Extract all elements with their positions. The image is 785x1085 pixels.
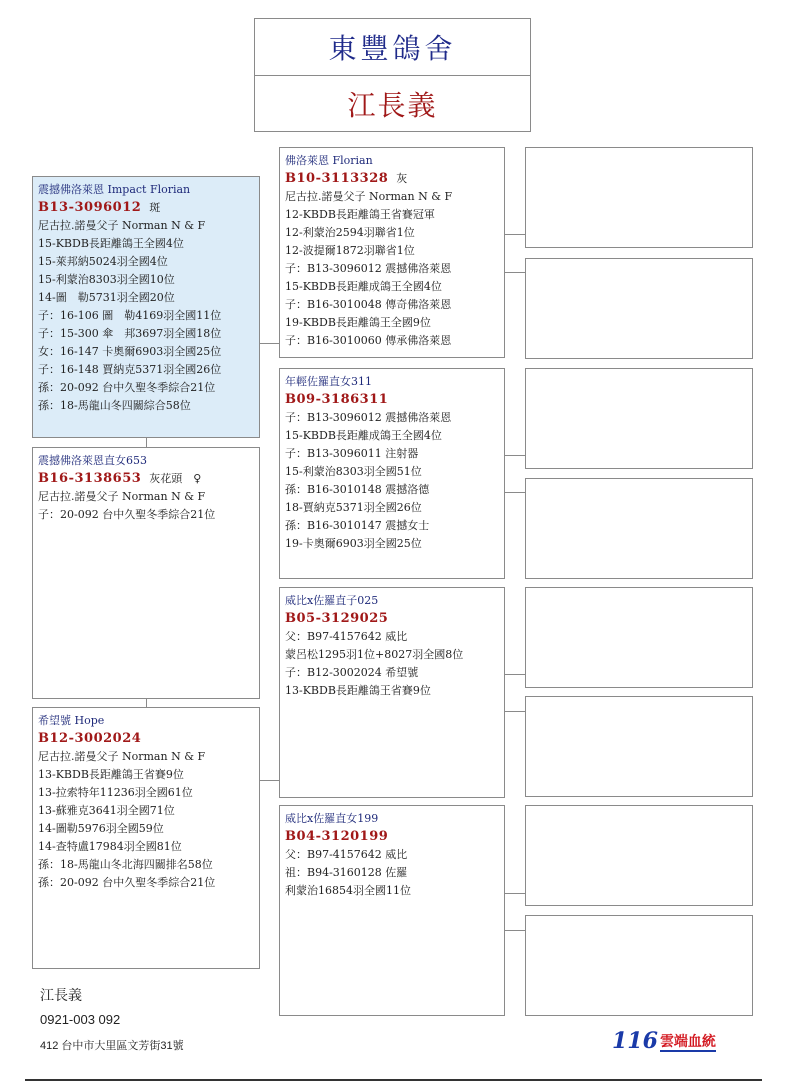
grandparent-card-8 (525, 915, 753, 1016)
pedigree-line: 父：B97-4157642 威比 (285, 848, 408, 861)
connector-line (505, 492, 525, 493)
pedigree-line: 19-KBDB長距離鴿王全國9位 (285, 316, 431, 329)
connector-line (505, 674, 525, 675)
sibling-bird-2 (33, 708, 259, 892)
ring-number: B16-3138653 (38, 471, 142, 486)
pedigree-line: 子：B16-3010048 傳奇佛洛萊恩 (285, 298, 452, 311)
pedigree-line: 女：16-147 卡奧爾6903羽全國25位 (38, 345, 222, 358)
owner-address: 412 台中市大里區文芳街31號 (40, 1040, 184, 1052)
ring-row (38, 470, 254, 488)
pedigree-line: 18-賈納克5371羽全國26位 (285, 501, 422, 514)
owner-name-cell (255, 76, 530, 132)
owner-info (40, 985, 184, 1055)
grandparent-card-3 (525, 368, 753, 469)
ring-number: B10-3113328 (285, 171, 389, 186)
bird-name: 年輕佐羅直女311 (285, 375, 372, 388)
pedigree-line: 子：15-300 傘 邦3697羽全國18位 (38, 327, 222, 340)
parent-bird-4 (280, 806, 504, 900)
pedigree-line: 祖：B94-3160128 佐羅 (285, 866, 408, 879)
ring-number: B12-3002024 (38, 731, 142, 746)
connector-line (146, 699, 147, 707)
grandparent-card-5 (525, 587, 753, 688)
logo (612, 1030, 716, 1052)
connector-line (505, 930, 525, 931)
parent-card-2 (279, 368, 505, 579)
ring-number: B05-3129025 (285, 611, 389, 626)
connector-line (505, 234, 525, 235)
parent-bird-1 (280, 148, 504, 350)
pedigree-line: 子：B13-3096011 注射器 (285, 447, 419, 460)
bird-name: 震撼佛洛萊恩直女653 (38, 454, 147, 467)
parent-bird-3 (280, 588, 504, 700)
ring-row (285, 391, 499, 409)
pedigree-line: 12-波提爾1872羽聯省1位 (285, 244, 415, 257)
bird-name: 威比x佐羅直女199 (285, 812, 379, 825)
pedigree-line: 孫：B16-3010147 震撼女士 (285, 519, 430, 532)
pedigree-line: 13-KBDB長距離鴿王省賽9位 (38, 768, 184, 781)
sibling-card-1 (32, 447, 260, 699)
pedigree-line: 14-圖勒5976羽全國59位 (38, 822, 164, 835)
connector-line (505, 272, 525, 273)
pedigree-line: 子：16-106 圖 勒4169羽全國11位 (38, 309, 222, 322)
pedigree-line: 15-利蒙治8303羽全國10位 (38, 273, 175, 286)
pedigree-line: 孫：20-092 台中久聖冬季綜合21位 (38, 876, 216, 889)
bird-name: 震撼佛洛萊恩 Impact Florian (38, 183, 191, 196)
parent-card-3 (279, 587, 505, 798)
pedigree-line: 12-利蒙治2594羽聯省1位 (285, 226, 415, 239)
grandparent-card-4 (525, 478, 753, 579)
ring-row (38, 730, 254, 748)
connector-line (260, 780, 279, 781)
pedigree-line: 利蒙治16854羽全國11位 (285, 884, 411, 897)
pedigree-line: 孫：18-馬龍山冬北海四關排名58位 (38, 858, 213, 871)
bird-color: 灰花頭 ♀ (149, 472, 202, 485)
owner-name: 江長義 (40, 987, 82, 1003)
pedigree-line: 子：B12-3002024 希望號 (285, 666, 419, 679)
connector-line (505, 893, 525, 894)
bird-name: 佛洛萊恩 Florian (285, 154, 373, 167)
ring-number: B09-3186311 (285, 392, 389, 407)
ring-number: B13-3096012 (38, 200, 142, 215)
bird-name: 威比x佐羅直子025 (285, 594, 379, 607)
pedigree-line: 子：B16-3010060 傳承佛洛萊恩 (285, 334, 452, 347)
pedigree-line: 子：20-092 台中久聖冬季綜合21位 (38, 508, 216, 521)
connector-line (505, 455, 525, 456)
parent-card-4 (279, 805, 505, 1016)
ring-row (38, 199, 254, 217)
pedigree-line: 子：B13-3096012 震撼佛洛萊恩 (285, 411, 452, 424)
pedigree-line: 19-卡奧爾6903羽全國25位 (285, 537, 422, 550)
pedigree-line: 15-利蒙治8303羽全國51位 (285, 465, 422, 478)
bird-color: 灰 (396, 172, 408, 185)
pedigree-line: 15-KBDB長距離成鴿王全國4位 (285, 429, 442, 442)
logo-number: 116 (612, 1028, 658, 1054)
subject-bird (33, 177, 259, 415)
connector-line (260, 343, 279, 344)
ring-row (285, 610, 499, 628)
loft-name: 東豐鴿舍 (328, 32, 457, 65)
bird-color: 斑 (149, 201, 161, 214)
grandparent-card-7 (525, 805, 753, 906)
pedigree-line: 父：B97-4157642 威比 (285, 630, 408, 643)
grandparent-card-1 (525, 147, 753, 248)
sibling-bird-1 (33, 448, 259, 524)
ring-number: B04-3120199 (285, 829, 389, 844)
pedigree-line: 15-KBDB長距離成鴿王全國4位 (285, 280, 442, 293)
pedigree-line: 13-KBDB長距離鴿王省賽9位 (285, 684, 431, 697)
grandparent-card-2 (525, 258, 753, 359)
owner-name-header: 江長義 (347, 89, 438, 122)
subject-bird-card (32, 176, 260, 438)
connector-line (146, 438, 147, 447)
pedigree-line: 尼古拉.諾曼父子 Norman N & F (38, 219, 206, 232)
logo-text: 雲端血統 (659, 1034, 716, 1050)
bottom-rule (25, 1079, 762, 1081)
pedigree-line: 孫：20-092 台中久聖冬季綜合21位 (38, 381, 216, 394)
loft-name-cell (255, 19, 530, 76)
pedigree-line: 子：B13-3096012 震撼佛洛萊恩 (285, 262, 452, 275)
pedigree-line: 15-KBDB長距離鴿王全國4位 (38, 237, 184, 250)
bird-name: 希望號 Hope (38, 714, 105, 727)
connector-line (505, 711, 525, 712)
parent-card-1 (279, 147, 505, 358)
pedigree-line: 孫：18-馬龍山冬四關綜合58位 (38, 399, 191, 412)
pedigree-line: 14-圖 勒5731羽全國20位 (38, 291, 175, 304)
pedigree-line: 尼古拉.諾曼父子 Norman N & F (38, 750, 206, 763)
pedigree-line: 15-萊邦納5024羽全國4位 (38, 255, 168, 268)
sibling-card-2 (32, 707, 260, 969)
pedigree-line: 13-拉索特年11236羽全國61位 (38, 786, 193, 799)
ring-row (285, 828, 499, 846)
pedigree-line: 蒙呂松1295羽1位+8027羽全國8位 (285, 648, 464, 661)
grandparent-card-6 (525, 696, 753, 797)
pedigree-line: 孫：B16-3010148 震撼洛德 (285, 483, 430, 496)
pedigree-line: 12-KBDB長距離鴿王省賽冠軍 (285, 208, 435, 221)
pedigree-line: 子：16-148 賈納克5371羽全國26位 (38, 363, 222, 376)
pedigree-line: 14-查特盧17984羽全國81位 (38, 840, 182, 853)
owner-phone: 0921-003 092 (40, 1012, 121, 1027)
pedigree-line: 尼古拉.諾曼父子 Norman N & F (38, 490, 206, 503)
ring-row (285, 170, 499, 188)
pedigree-line: 尼古拉.諾曼父子 Norman N & F (285, 190, 453, 203)
title-box (254, 18, 531, 132)
parent-bird-2 (280, 369, 504, 553)
pedigree-line: 13-蘇雅克3641羽全國71位 (38, 804, 175, 817)
